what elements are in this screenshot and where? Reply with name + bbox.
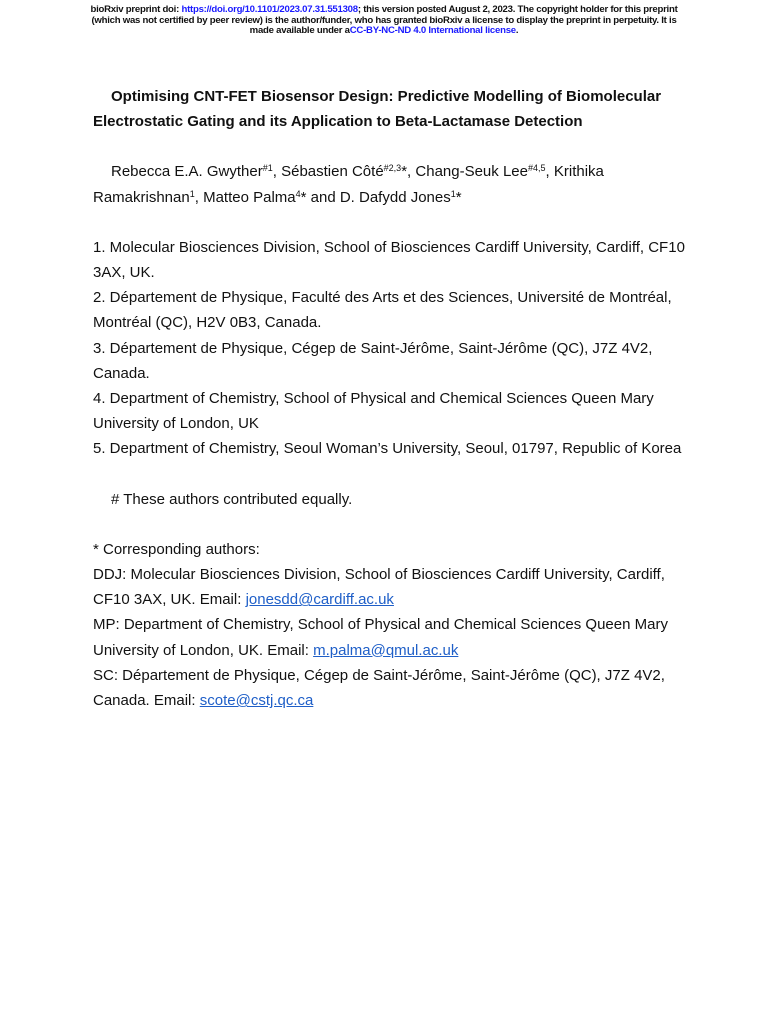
author (415, 163, 553, 180)
email-link[interactable]: jonesdd@cardiff.ac.uk (245, 591, 394, 609)
doi-link[interactable]: https://doi.org/10.1101/2023.07.31.551308 (181, 4, 358, 15)
affiliation-item: 2. Département de Physique, Faculté des Arts et des Sciences, Université de Montréal, Montréal (QC), H2V 0B3, Canada. (93, 289, 672, 332)
author-name: D. Dafydd Jones (339, 188, 451, 206)
banner-line-3 (0, 26, 768, 37)
author (340, 189, 462, 206)
affiliation-item: 4. Department of Chemistry, School of Physical and Chemical Sciences Queen Mary University of London, UK (93, 390, 654, 433)
author-name: Sébastien Côté (281, 163, 384, 181)
banner-line-1 (0, 5, 768, 16)
corresponding-entry (93, 612, 693, 662)
email-link[interactable]: m.palma@qmul.ac.uk (313, 641, 459, 659)
author (203, 189, 340, 206)
email-link[interactable]: scote@cstj.qc.ca (199, 692, 314, 710)
affiliation-list (93, 235, 693, 462)
author-affiliation-mark: 4 (295, 188, 301, 199)
corresponding-address: DDJ: Molecular Biosciences Division, School of Biosciences Cardiff University, Cardiff, CF10 3AX, UK. Email: (93, 566, 665, 609)
author-name: Chang-Seuk Lee (415, 163, 528, 181)
affiliation-item: 1. Molecular Biosciences Division, School of Biosciences Cardiff University, Cardiff, CF10 3AX, UK. (93, 238, 685, 282)
author-name: Krithika Ramakrishnan (93, 163, 604, 206)
preprint-banner (0, 5, 768, 37)
author-separator: *, (401, 163, 416, 181)
author-affiliation-mark: #2,3 (383, 163, 402, 174)
corresponding-entry (93, 562, 693, 612)
author-affiliation-mark: 1 (450, 188, 456, 199)
author-name: Rebecca E.A. Gwyther (111, 163, 263, 181)
affiliation-item: 3. Département de Physique, Cégep de Saint-Jérôme, Saint-Jérôme (QC), J7Z 4V2, Canada. (93, 339, 653, 382)
author-affiliation-mark: #4,5 (527, 163, 546, 174)
author-separator: , (272, 163, 282, 181)
equal-contribution-note: # These authors contributed equally. (111, 490, 353, 508)
corresponding-address: MP: Department of Chemistry, School of Physical and Chemical Sciences Queen Mary University of London, UK. Email: (93, 616, 668, 659)
author-separator: , (545, 163, 554, 181)
author-separator: , (194, 188, 204, 206)
author-name: Matteo Palma (203, 188, 296, 206)
license-link[interactable]: CC-BY-NC-ND 4.0 International license (349, 25, 516, 36)
affiliation-item: 5. Department of Chemistry, Seoul Woman’s University, Seoul, 01797, Republic of Korea (93, 440, 682, 458)
author-affiliation-mark: #1 (262, 163, 273, 174)
banner-prefix: bioRxiv preprint doi: (90, 4, 182, 15)
author (111, 163, 281, 180)
author-separator: * (455, 188, 462, 206)
author-list (93, 159, 693, 209)
author (281, 163, 415, 180)
corresponding-authors (93, 537, 693, 713)
corresponding-entry (93, 663, 693, 713)
banner-suffix: ; this version posted August 2, 2023. The copyright holder for this preprint (357, 4, 678, 15)
author-separator: * and (300, 188, 340, 206)
banner-line-2: (which was not certified by peer review) is the author/funder, who has granted bioRxiv a license to display the preprint in perpetuity. It is (91, 14, 677, 26)
author-affiliation-mark: 1 (189, 188, 195, 199)
paper-page (93, 84, 693, 713)
corresponding-heading: * Corresponding authors: (93, 540, 260, 558)
license-prefix: made available under a (249, 25, 350, 36)
corresponding-address: SC: Département de Physique, Cégep de Saint-Jérôme, Saint-Jérôme (QC), J7Z 4V2, Canada. Email: (93, 666, 665, 710)
paper-title: Optimising CNT-FET Biosensor Design: Predictive Modelling of Biomolecular Electrostatic Gating and its Application to Beta-Lactamase Detection (93, 88, 662, 131)
license-suffix: . (515, 25, 519, 36)
